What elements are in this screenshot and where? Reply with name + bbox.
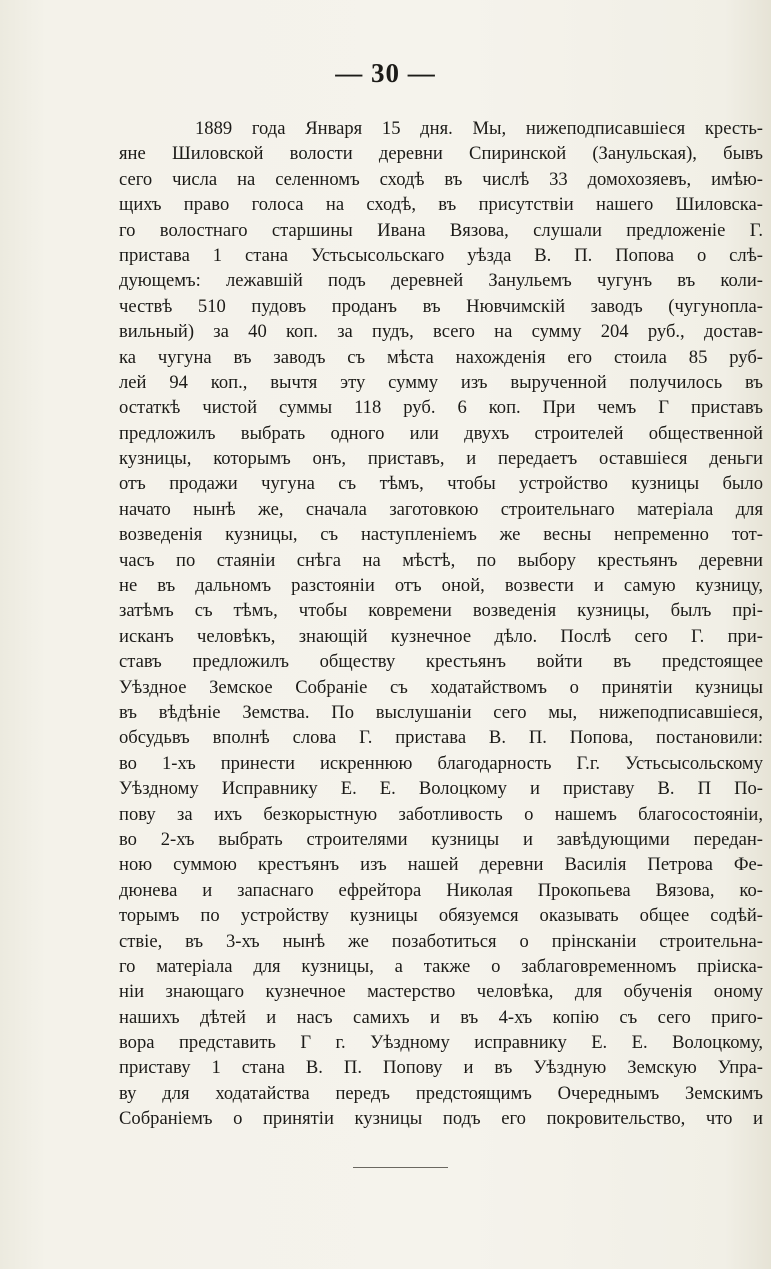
text-line: пову за ихъ безкорыстную заботливость о нашемъ благосостояніи, — [119, 803, 763, 825]
text-line: пристава 1 стана Устьсысольскаго уѣзда В. П. Попова о слѣ- — [119, 244, 763, 266]
text-line: во 2-хъ выбрать строителями кузницы и завѣдующими передан- — [119, 828, 763, 850]
text-line: 1889 года Января 15 дня. Мы, нижеподписавшіеся кресть- — [195, 118, 763, 139]
text-line: кузницы, которымъ онъ, приставъ, и передаетъ оставшіеся деньги — [119, 448, 763, 470]
text-line: вора представить Г г. Уѣздному исправнику Е. Е. Волоцкому, — [119, 1032, 763, 1054]
text-line: возведенія кузницы, съ наступленіемъ же весны непременно тот- — [119, 524, 763, 546]
text-line: ствіе, въ 3-хъ нынѣ же позаботиться о прінсканіи строительна- — [119, 930, 763, 952]
text-line: ніи знающаго кузнечное мастерство человѣка, для обученія оному — [119, 981, 763, 1003]
page-number: — 30 — — [335, 58, 436, 88]
text-line: дующемъ: лежавшій подъ деревней Занульемъ чугунъ въ коли- — [119, 270, 763, 292]
text-line: начато нынѣ же, сначала заготовкою строительнаго матеріала для — [119, 498, 763, 520]
text-line: не въ дальномъ разстояніи отъ оной, возвести и самую кузницу, — [119, 575, 763, 597]
text-line: отъ продажи чугуна съ тѣмъ, чтобы устройство кузницы было — [119, 473, 763, 495]
text-line: затѣмъ съ тѣмъ, чтобы ковремени возведенія кузницы, былъ прі- — [119, 600, 763, 622]
text-line: нашихъ дѣтей и насъ самихъ и въ 4-хъ копію съ сего приго- — [119, 1006, 763, 1028]
body-text — [119, 116, 763, 1132]
text-line: Уѣздному Исправнику Е. Е. Волоцкому и приставу В. П По- — [119, 778, 763, 800]
text-line: часъ по стаяніи снѣга на мѣстѣ, по выбору крестьянъ деревни — [119, 549, 763, 571]
text-line: ву для ходатайства передъ предстоящимъ Очереднымъ Земскимъ — [119, 1082, 763, 1104]
text-line: сего числа на селенномъ сходѣ въ числѣ 33 домохозяевъ, имѣю- — [119, 168, 763, 190]
text-line: вильный) за 40 коп. за пудъ, всего на сумму 204 руб., достав- — [119, 321, 763, 343]
text-line: во 1-хъ принести искреннюю благодарность Г.г. Устьсысольскому — [119, 752, 763, 774]
footer-rule — [353, 1167, 448, 1168]
text-line: остаткѣ чистой суммы 118 руб. 6 коп. При чемъ Г приставъ — [119, 397, 763, 419]
text-line: щихъ право голоса на сходѣ, въ присутствіи нашего Шиловска- — [119, 194, 763, 216]
text-line: торымъ по устройству кузницы обязуемся оказывать общее содѣй- — [119, 905, 763, 927]
text-line: дюнева и запаснаго ефрейтора Николая Прокопьева Вязова, ко- — [119, 879, 763, 901]
text-line: исканъ человѣкъ, знающій кузнечное дѣло. Послѣ сего Г. при- — [119, 625, 763, 647]
text-line: го матеріала для кузницы, а также о заблаговременномъ пріиска- — [119, 955, 763, 977]
text-line: Уѣздное Земское Собраніе съ ходатайствомъ о принятіи кузницы — [119, 676, 763, 698]
text-line: обсудьвъ вполнѣ слова Г. пристава В. П. Попова, постановили: — [119, 727, 763, 749]
text-line: приставу 1 стана В. П. Попову и въ Уѣздную Земскую Упра- — [119, 1057, 763, 1079]
text-line: го волостнаго старшины Ивана Вязова, слушали предложеніе Г. — [119, 219, 763, 241]
text-line: лей 94 коп., вычтя эту сумму изъ вырученной получилось въ — [119, 371, 763, 393]
text-line: яне Шиловской волости деревни Спиринской (Занульская), бывъ — [119, 143, 763, 165]
text-line: ставъ предложилъ обществу крестьянъ войти въ предстоящее — [119, 651, 763, 673]
text-line: ка чугуна въ заводъ съ мѣста нахожденія его стоила 85 руб- — [119, 346, 763, 368]
text-line: въ вѣдѣніе Земства. По выслушаніи сего мы, нижеподписавшіеся, — [119, 701, 763, 723]
text-line: предложилъ выбрать одного или двухъ строителей общественной — [119, 422, 763, 444]
text-line: чествѣ 510 пудовъ проданъ въ Нювчимскій заводъ (чугунопла- — [119, 295, 763, 317]
text-line: ною суммою крестъянъ изъ нашей деревни Василія Петрова Фе- — [119, 854, 763, 876]
text-line: Собраніемъ о принятіи кузницы подъ его покровительство, что и — [119, 1108, 763, 1130]
